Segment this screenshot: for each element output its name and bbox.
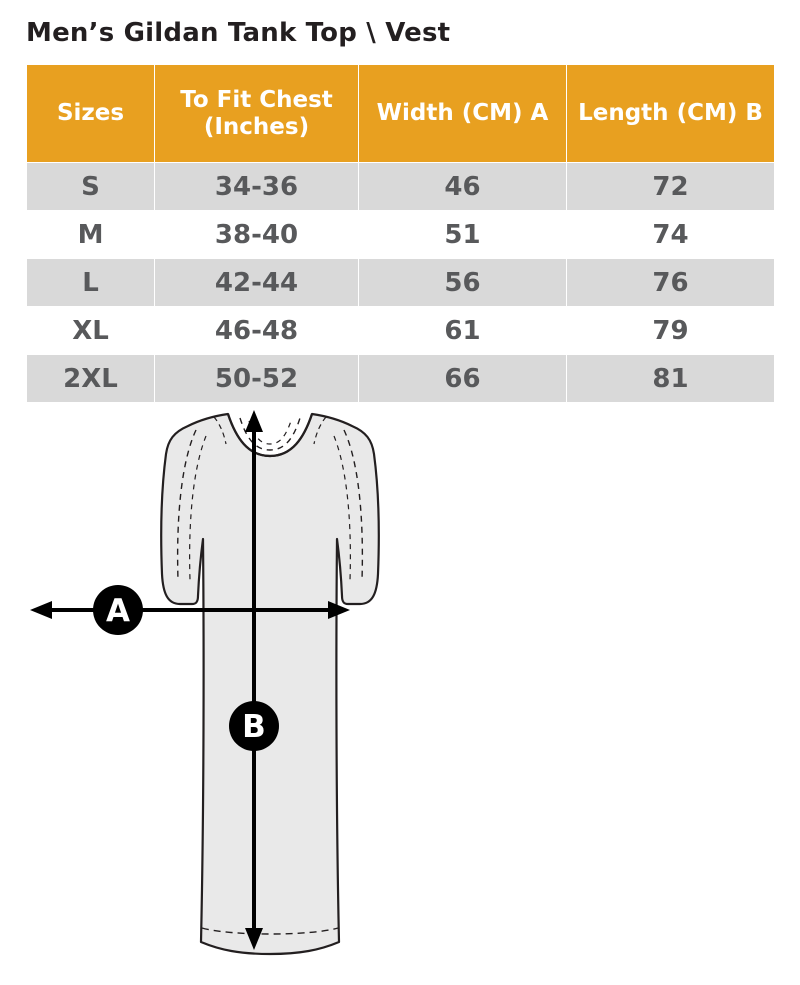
cell-length: 74 <box>567 211 775 259</box>
column-header-width: Width (CM) A <box>359 65 567 163</box>
cell-size: M <box>27 211 155 259</box>
table-body <box>27 163 775 403</box>
cell-length: 79 <box>567 307 775 355</box>
page-title: Men’s Gildan Tank Top \ Vest <box>26 18 451 48</box>
table-row <box>27 355 775 403</box>
cell-chest: 42-44 <box>155 259 359 307</box>
column-header-length: Length (CM) B <box>567 65 775 163</box>
cell-chest: 46-48 <box>155 307 359 355</box>
garment-illustration <box>161 414 379 954</box>
cell-size: S <box>27 163 155 211</box>
marker-label-a: A <box>106 593 130 629</box>
cell-chest: 34-36 <box>155 163 359 211</box>
cell-size: XL <box>27 307 155 355</box>
table-header <box>27 65 775 163</box>
cell-length: 81 <box>567 355 775 403</box>
cell-width: 66 <box>359 355 567 403</box>
marker-label-b: B <box>242 709 266 745</box>
cell-chest: 38-40 <box>155 211 359 259</box>
cell-width: 51 <box>359 211 567 259</box>
cell-width: 61 <box>359 307 567 355</box>
size-chart-table <box>26 64 775 403</box>
cell-size: 2XL <box>27 355 155 403</box>
table-row <box>27 259 775 307</box>
table-row <box>27 211 775 259</box>
cell-length: 72 <box>567 163 775 211</box>
column-header-chest: To Fit Chest (Inches) <box>155 65 359 163</box>
cell-width: 46 <box>359 163 567 211</box>
cell-chest: 50-52 <box>155 355 359 403</box>
table-row <box>27 163 775 211</box>
cell-size: L <box>27 259 155 307</box>
table-header-row <box>27 65 775 163</box>
table-row <box>27 307 775 355</box>
column-header-sizes: Sizes <box>27 65 155 163</box>
cell-length: 76 <box>567 259 775 307</box>
cell-width: 56 <box>359 259 567 307</box>
tank-top-diagram <box>0 404 800 985</box>
